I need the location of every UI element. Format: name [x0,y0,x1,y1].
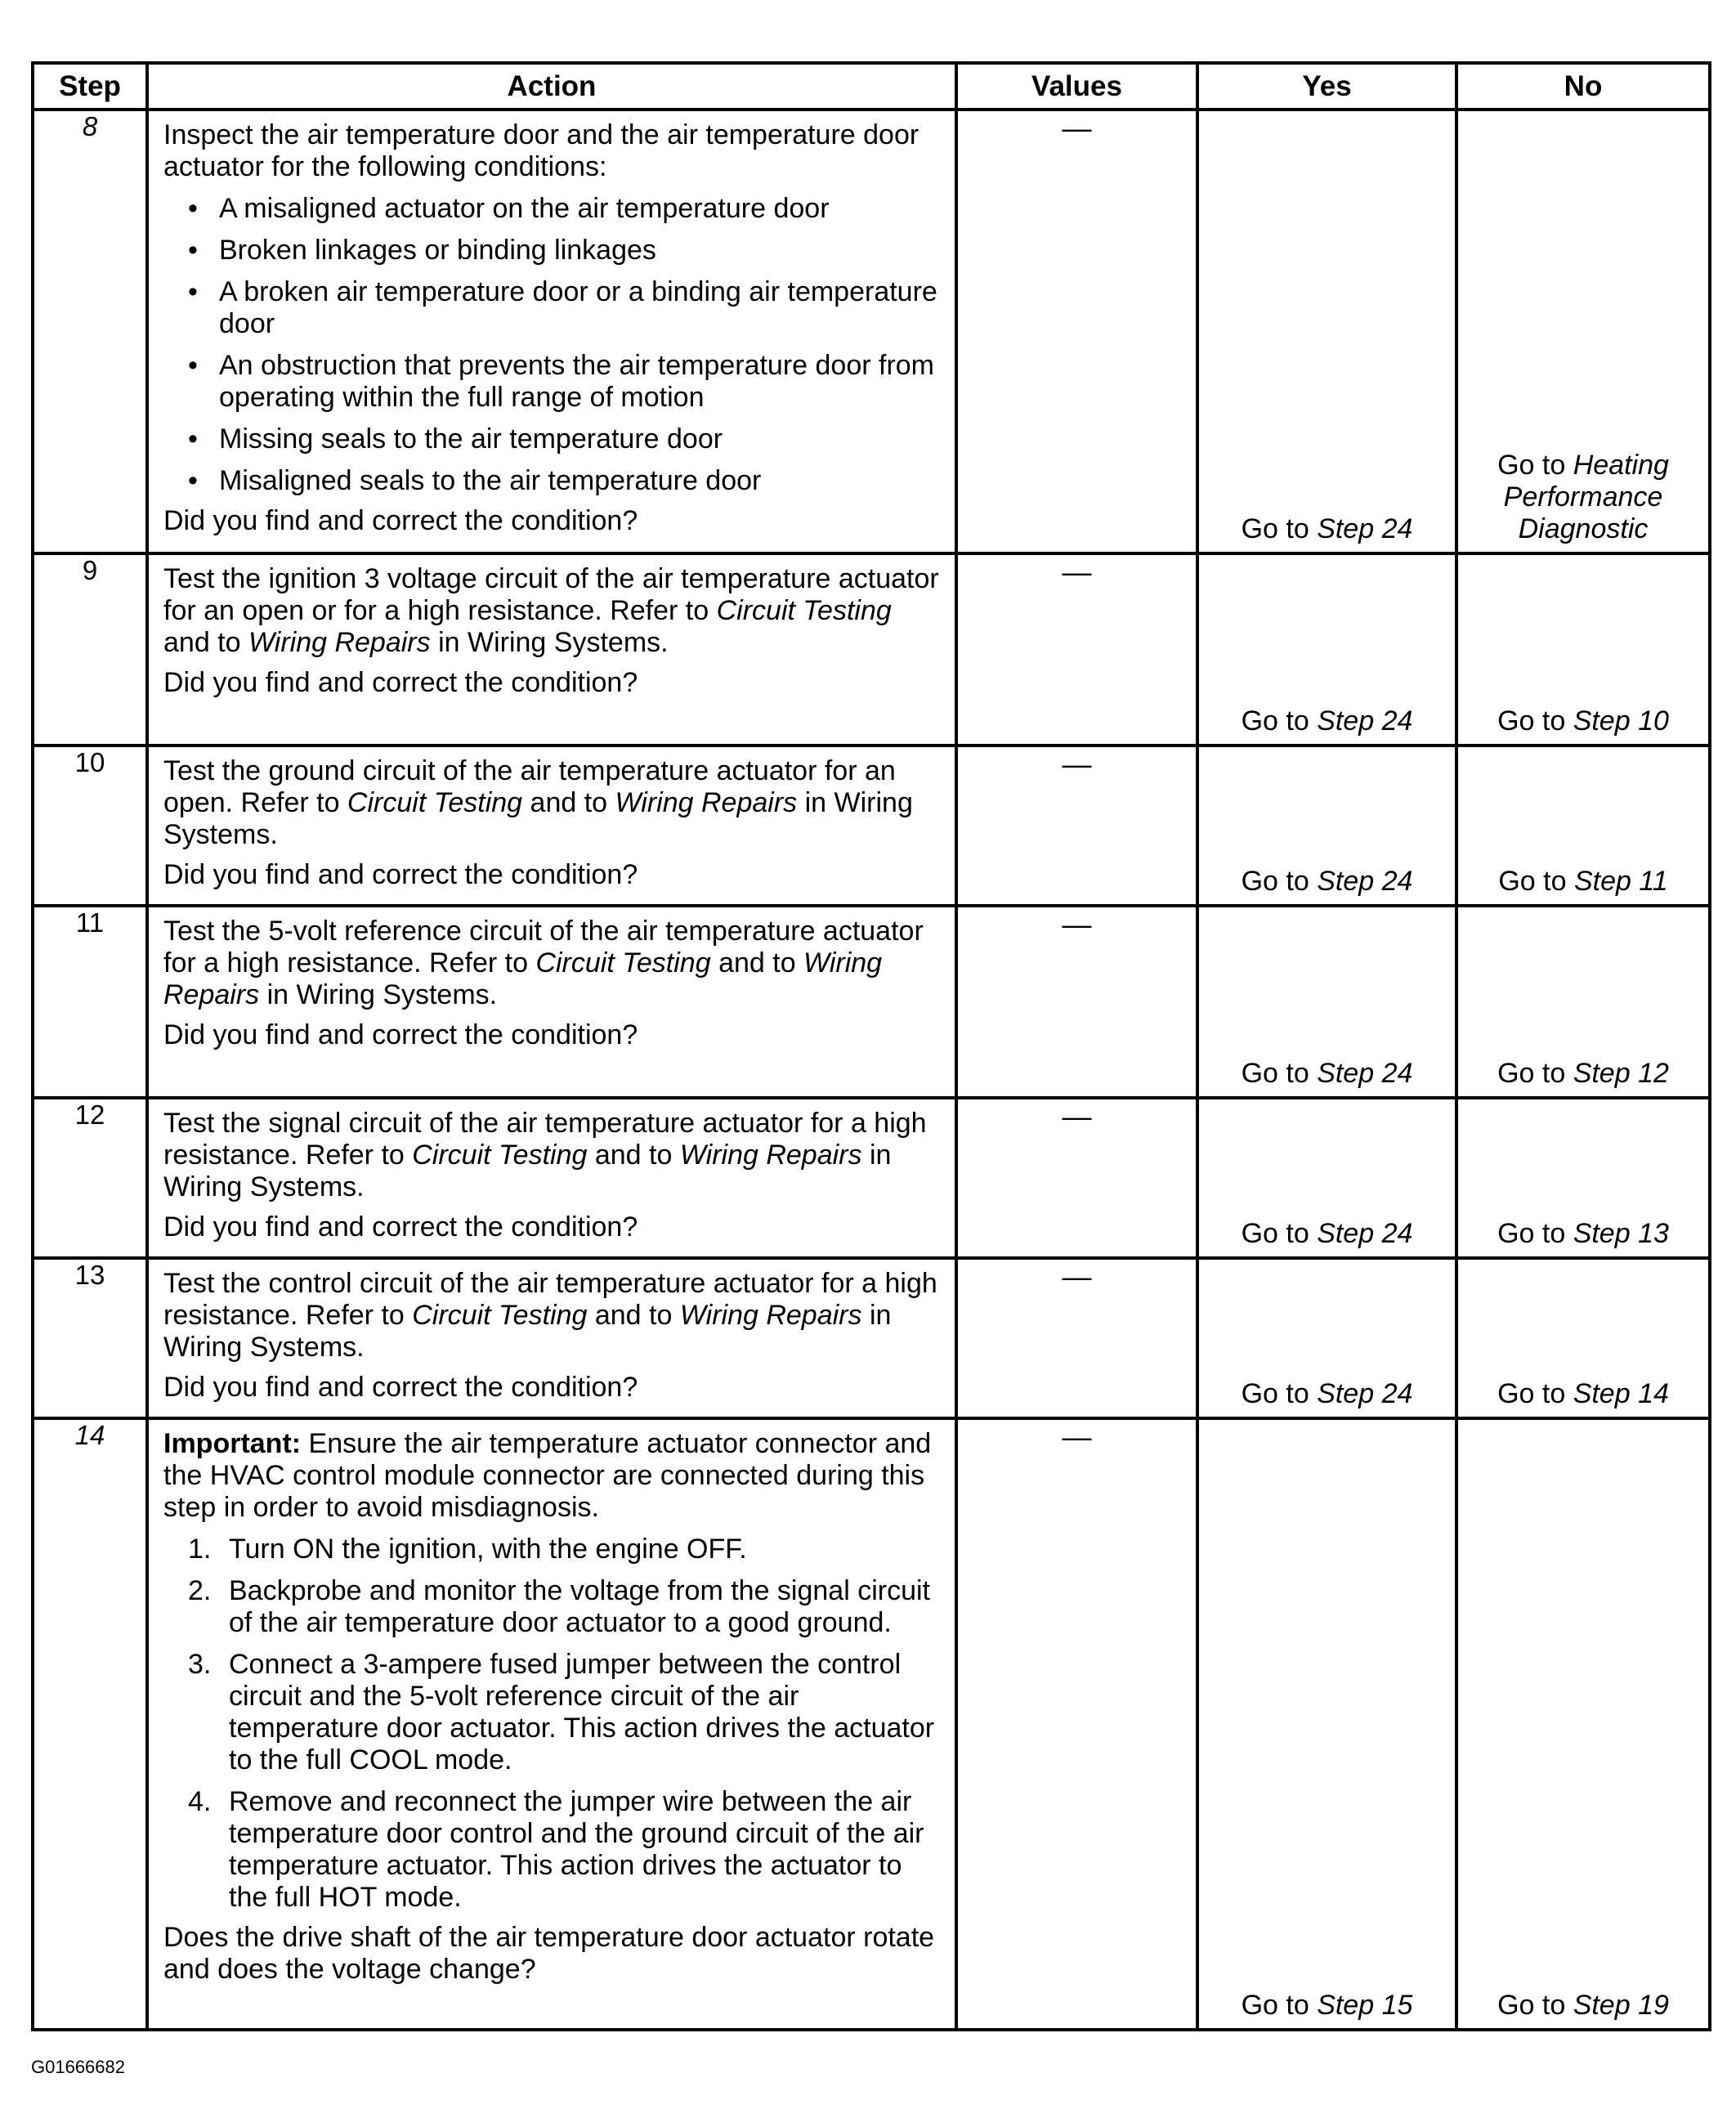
action-cell [147,1258,956,1418]
action-cell [147,906,956,1098]
no-reference: Step 12 [1573,1058,1669,1089]
table-row [33,110,1710,553]
header-step: Step [33,63,147,110]
yes-reference: Step 24 [1317,513,1413,544]
no-prefix: Go to [1497,705,1573,737]
list-item: 4. Remove and reconnect the jumper wire between the air temperature door control and the ground circuit of the air temperature actuator. This action drives the actuator to the full HOT mode. [188,1786,924,1913]
no-reference: Step 11 [1573,866,1668,897]
action-text: Test the ignition 3 voltage circuit of the air temperature actuator for an open or for a high resistance. Refer to Circuit Testing and to Wiring Repairs in Wiring Systems. [163,563,939,658]
table-row [33,1098,1710,1258]
yes-cell [1197,746,1456,906]
yes-prefix: Go to [1241,1058,1318,1089]
yes-cell [1197,1258,1456,1418]
values-cell: — [956,110,1197,553]
no-cell [1456,1418,1710,2030]
action-question: Did you find and correct the condition? [163,1372,638,1403]
no-cell [1456,746,1710,906]
no-reference: Step 13 [1573,1218,1669,1249]
yes-reference: Step 24 [1317,705,1413,737]
reference-circuit-testing: Circuit Testing [716,595,892,626]
yes-cell [1197,110,1456,553]
table-row [33,1418,1710,2030]
important-note [163,1428,943,1524]
values-cell: — [956,1098,1197,1258]
header-row [33,63,1710,110]
yes-reference: Step 24 [1317,1378,1413,1409]
action-intro: Inspect the air temperature door and the air temperature door actuator for the following conditions: [163,119,919,182]
reference-wiring-repairs: Wiring Repairs [679,1300,862,1331]
action-text: Test the signal circuit of the air temperature actuator for a high resistance. Refer to Circuit Testing and to Wiring Repairs in Wiring Systems. [163,1108,927,1202]
reference-circuit-testing: Circuit Testing [535,947,711,978]
values-cell: — [956,1418,1197,2030]
values-cell: — [956,553,1197,746]
yes-cell [1197,553,1456,746]
yes-reference: Step 24 [1317,866,1413,897]
action-cell [147,110,956,553]
yes-cell [1197,1098,1456,1258]
list-item: • A misaligned actuator on the air temperature door [163,193,943,225]
figure-id: G01666682 [31,2057,125,2077]
list-item: • Broken linkages or binding linkages [163,235,943,266]
yes-prefix: Go to [1241,866,1318,897]
reference-circuit-testing: Circuit Testing [347,787,523,818]
step-number: 11 [33,906,147,1098]
yes-reference: Step 24 [1317,1218,1413,1249]
list-item: 1. Turn ON the ignition, with the engine OFF. [188,1534,747,1565]
reference-wiring-repairs: Wiring Repairs [679,1140,862,1171]
action-question: Did you find and correct the condition? [163,667,638,698]
action-cell [147,553,956,746]
yes-prefix: Go to [1241,513,1318,544]
table-row [33,906,1710,1098]
yes-cell [1197,1418,1456,2030]
header-action: Action [147,63,956,110]
header-yes: Yes [1197,63,1456,110]
no-cell [1456,1258,1710,1418]
no-prefix: Go to [1498,866,1574,897]
diagnostic-table [31,61,1711,2031]
list-item: • A broken air temperature door or a binding air temperature door [163,276,943,340]
header-no: No [1456,63,1710,110]
step-number: 13 [33,1258,147,1418]
values-cell: — [956,1258,1197,1418]
step-number: 12 [33,1098,147,1258]
action-question: Did you find and correct the condition? [163,1211,638,1243]
no-prefix: Go to [1497,1378,1573,1409]
action-text: Test the control circuit of the air temperature actuator for a high resistance. Refer to Circuit Testing and to Wiring Repairs in Wiring Systems. [163,1268,937,1363]
action-question: Did you find and correct the condition? [163,505,638,536]
table-row [33,553,1710,746]
action-text: Test the ground circuit of the air temperature actuator for an open. Refer to Circuit Testing and to Wiring Repairs in Wiring Systems. [163,755,913,850]
no-prefix: Go to [1497,450,1573,481]
action-question: Did you find and correct the condition? [163,859,638,890]
important-label: Important: [163,1428,302,1459]
yes-prefix: Go to [1241,705,1318,737]
step-number: 9 [33,553,147,746]
no-reference: Step 14 [1573,1378,1669,1409]
reference-wiring-repairs: Wiring Repairs [163,947,883,1010]
yes-prefix: Go to [1241,1378,1318,1409]
reference-circuit-testing: Circuit Testing [412,1300,588,1331]
action-cell [147,1098,956,1258]
no-cell [1456,110,1710,553]
no-prefix: Go to [1497,1058,1573,1089]
reference-wiring-repairs: Wiring Repairs [248,627,431,658]
values-cell: — [956,746,1197,906]
no-cell [1456,906,1710,1098]
list-item: 3. Connect a 3-ampere fused jumper between the control circuit and the 5-volt reference circuit of the air temperature door actuator. This action drives the actuator to the full COOL mode. [188,1649,935,1775]
no-cell [1456,553,1710,746]
no-reference: Step 10 [1573,705,1669,737]
yes-reference: Step 24 [1317,1058,1413,1089]
no-prefix: Go to [1497,1990,1573,2021]
table-row [33,746,1710,906]
no-reference: Step 19 [1573,1990,1669,2021]
action-question: Does the drive shaft of the air temperature door actuator rotate and does the voltage change? [163,1922,935,1985]
no-reference: Heating Performance Diagnostic [1503,450,1669,544]
step-number: 10 [33,746,147,906]
list-item: • An obstruction that prevents the air temperature door from operating within the full range of motion [163,350,943,414]
action-text: Test the 5-volt reference circuit of the air temperature actuator for a high resistance. Refer to Circuit Testing and to Wiring Repairs in Wiring Systems. [163,916,924,1010]
important-text: Ensure the air temperature actuator connector and the HVAC control module connector are connected during this step in order to avoid misdiagnosis. [163,1428,932,1523]
yes-prefix: Go to [1241,1218,1318,1249]
reference-circuit-testing: Circuit Testing [412,1140,588,1171]
yes-prefix: Go to [1241,1990,1318,2021]
yes-cell [1197,906,1456,1098]
action-cell [147,1418,956,2030]
list-item: 2. Backprobe and monitor the voltage from the signal circuit of the air temperature door actuator to a good ground. [188,1575,931,1638]
header-values: Values [956,63,1197,110]
reference-wiring-repairs: Wiring Repairs [615,787,798,818]
condition-list [163,193,943,497]
no-cell [1456,1098,1710,1258]
table-row [33,1258,1710,1418]
yes-reference: Step 15 [1317,1990,1413,2021]
no-prefix: Go to [1497,1218,1573,1249]
step-number: 8 [33,110,147,553]
list-item: • Missing seals to the air temperature door [163,423,943,455]
action-question: Did you find and correct the condition? [163,1019,638,1050]
action-cell [147,746,956,906]
values-cell: — [956,906,1197,1098]
procedure-list [163,1534,943,1914]
step-number: 14 [33,1418,147,2030]
list-item: • Misaligned seals to the air temperature door [163,465,943,497]
